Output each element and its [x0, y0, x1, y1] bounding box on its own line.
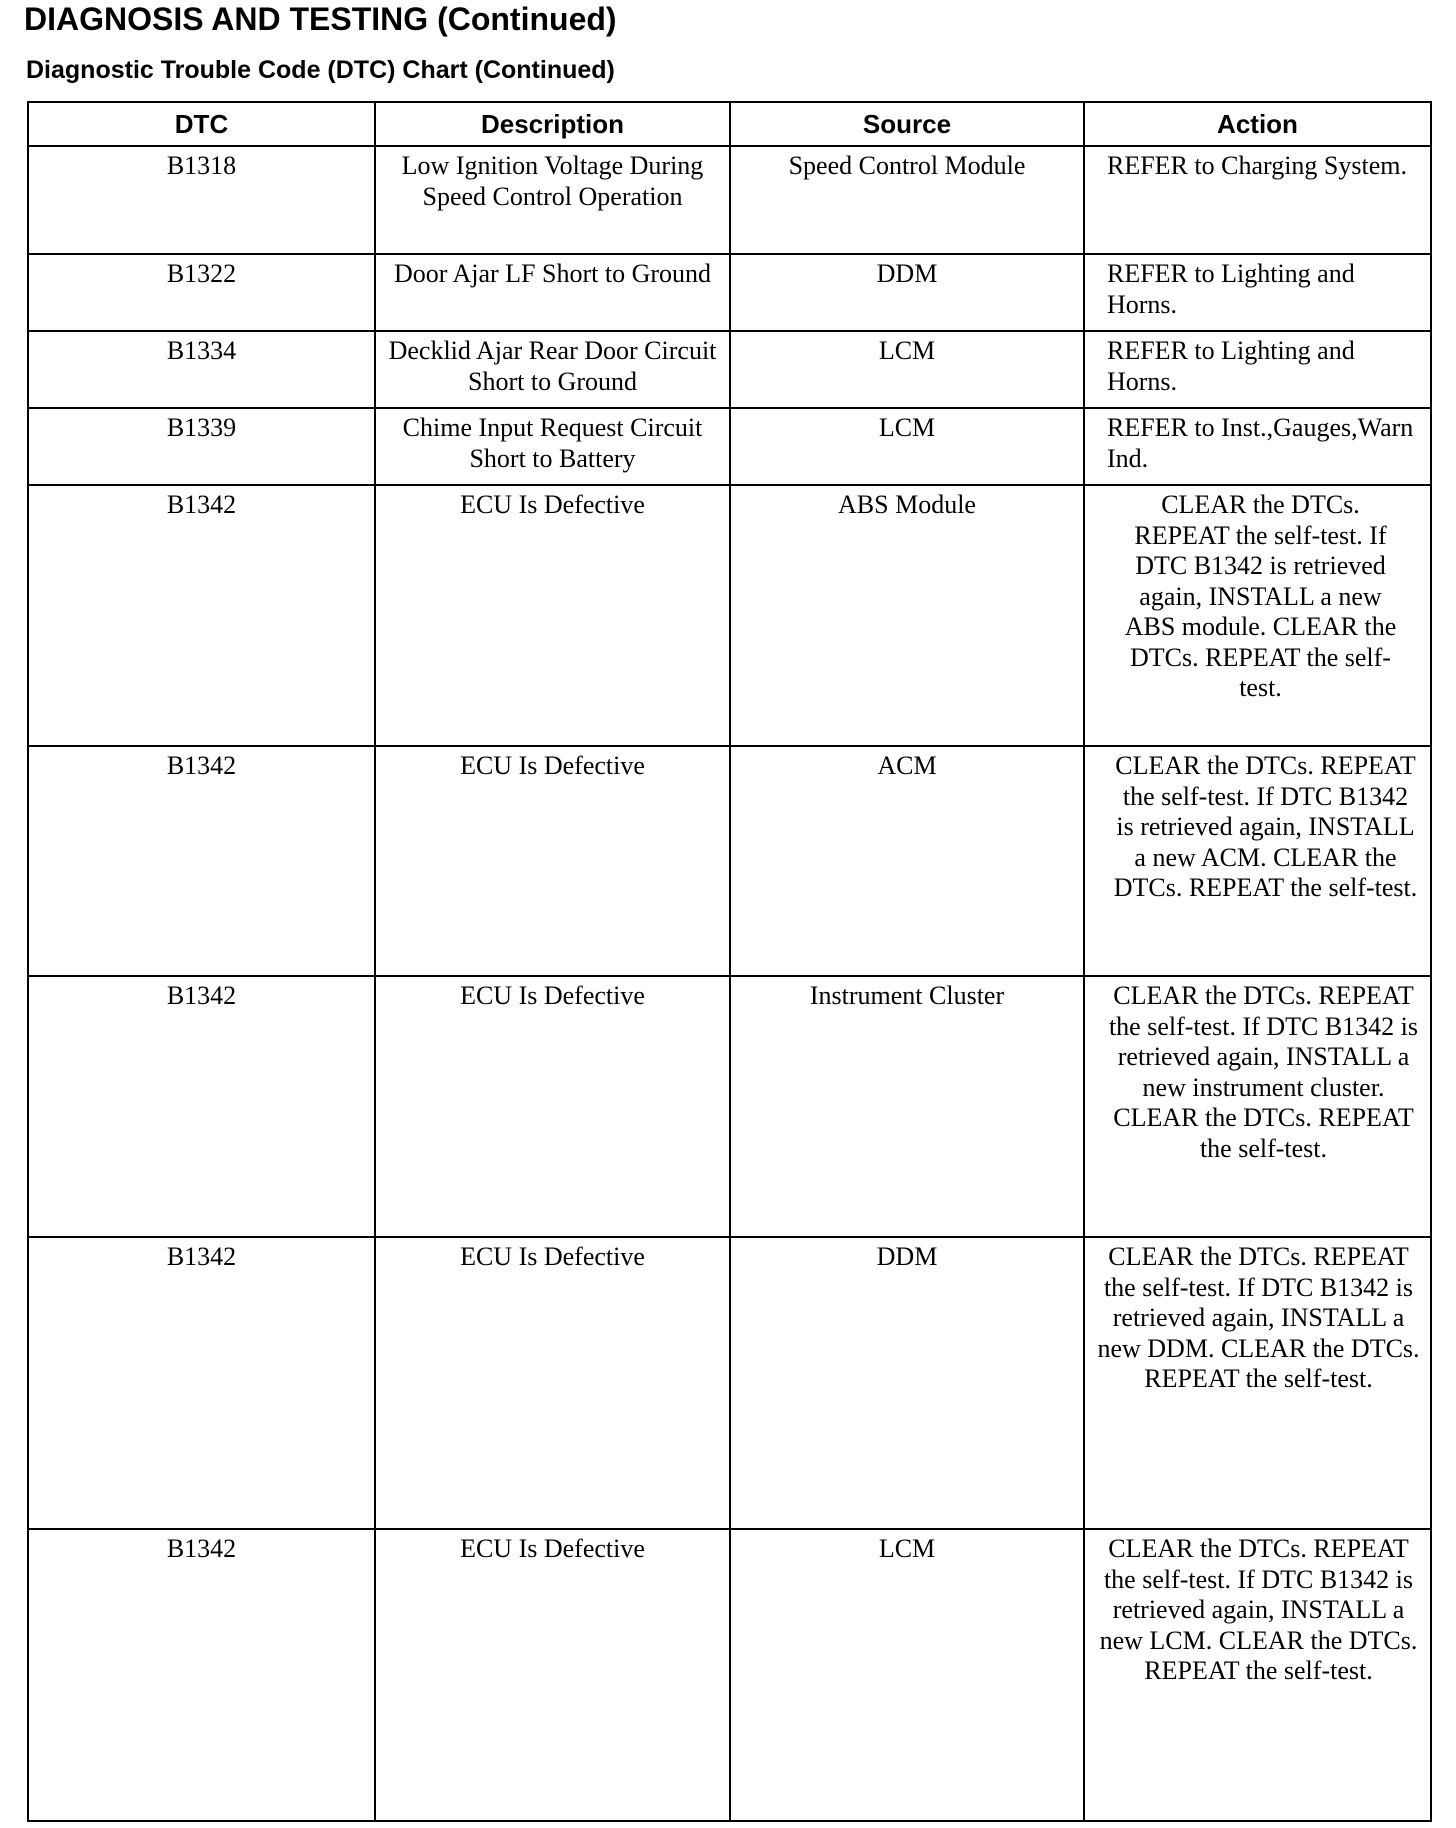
action-cell: CLEAR the DTCs. REPEAT the self-test. If DTC B1342 is retrieved again, INSTALL a new ACM. CLEAR the DTCs. REPEAT the self-test.	[1084, 746, 1431, 976]
source-cell: DDM	[730, 254, 1084, 331]
source-cell: Speed Control Module	[730, 146, 1084, 254]
column-header-action: Action	[1084, 102, 1431, 146]
action-cell: CLEAR the DTCs. REPEAT the self-test. If DTC B1342 is retrieved again, INSTALL a new DDM. CLEAR the DTCs. REPEAT the self-test.	[1084, 1237, 1431, 1529]
action-cell: REFER to Charging System.	[1084, 146, 1431, 254]
page-title: DIAGNOSIS AND TESTING (Continued)	[24, 1, 617, 37]
description-cell: ECU Is Defective	[375, 1529, 730, 1821]
dtc-cell: B1342	[28, 1237, 375, 1529]
description-cell: ECU Is Defective	[375, 1237, 730, 1529]
table-row	[28, 746, 1431, 976]
column-header-dtc: DTC	[28, 102, 375, 146]
action-cell: REFER to Lighting and Horns.	[1084, 331, 1431, 408]
description-cell: ECU Is Defective	[375, 746, 730, 976]
dtc-cell: B1342	[28, 1529, 375, 1821]
table-row	[28, 408, 1431, 485]
description-cell: Low Ignition Voltage During Speed Control Operation	[375, 146, 730, 254]
source-cell: LCM	[730, 1529, 1084, 1821]
dtc-cell: B1339	[28, 408, 375, 485]
action-cell: CLEAR the DTCs. REPEAT the self-test. If DTC B1342 is retrieved again, INSTALL a new LCM. CLEAR the DTCs. REPEAT the self-test.	[1084, 1529, 1431, 1821]
table-row	[28, 485, 1431, 746]
source-cell: LCM	[730, 331, 1084, 408]
table-row	[28, 331, 1431, 408]
action-cell: REFER to Inst.,Gauges,Warn Ind.	[1084, 408, 1431, 485]
description-cell: ECU Is Defective	[375, 976, 730, 1237]
source-cell: Instrument Cluster	[730, 976, 1084, 1237]
column-header-description: Description	[375, 102, 730, 146]
action-cell: CLEAR the DTCs. REPEAT the self-test. If DTC B1342 is retrieved again, INSTALL a new instrument cluster. CLEAR the DTCs. REPEAT the self-test.	[1084, 976, 1431, 1237]
action-cell: REFER to Lighting and Horns.	[1084, 254, 1431, 331]
table-row	[28, 254, 1431, 331]
dtc-cell: B1342	[28, 976, 375, 1237]
table-row	[28, 146, 1431, 254]
dtc-cell: B1342	[28, 746, 375, 976]
table-row	[28, 1529, 1431, 1821]
source-cell: ACM	[730, 746, 1084, 976]
description-cell: Chime Input Request Circuit Short to Battery	[375, 408, 730, 485]
source-cell: ABS Module	[730, 485, 1084, 746]
description-cell: ECU Is Defective	[375, 485, 730, 746]
column-header-source: Source	[730, 102, 1084, 146]
description-cell: Decklid Ajar Rear Door Circuit Short to Ground	[375, 331, 730, 408]
dtc-cell: B1318	[28, 146, 375, 254]
table-row	[28, 1237, 1431, 1529]
section-title: Diagnostic Trouble Code (DTC) Chart (Continued)	[26, 56, 615, 84]
dtc-cell: B1342	[28, 485, 375, 746]
description-cell: Door Ajar LF Short to Ground	[375, 254, 730, 331]
table-row	[28, 976, 1431, 1237]
source-cell: LCM	[730, 408, 1084, 485]
table-header-row	[28, 102, 1431, 146]
source-cell: DDM	[730, 1237, 1084, 1529]
dtc-cell: B1334	[28, 331, 375, 408]
dtc-chart-table	[27, 101, 1432, 1822]
dtc-cell: B1322	[28, 254, 375, 331]
action-cell: CLEAR the DTCs. REPEAT the self-test. If DTC B1342 is retrieved again, INSTALL a new ABS module. CLEAR the DTCs. REPEAT the self-test.	[1084, 485, 1431, 746]
